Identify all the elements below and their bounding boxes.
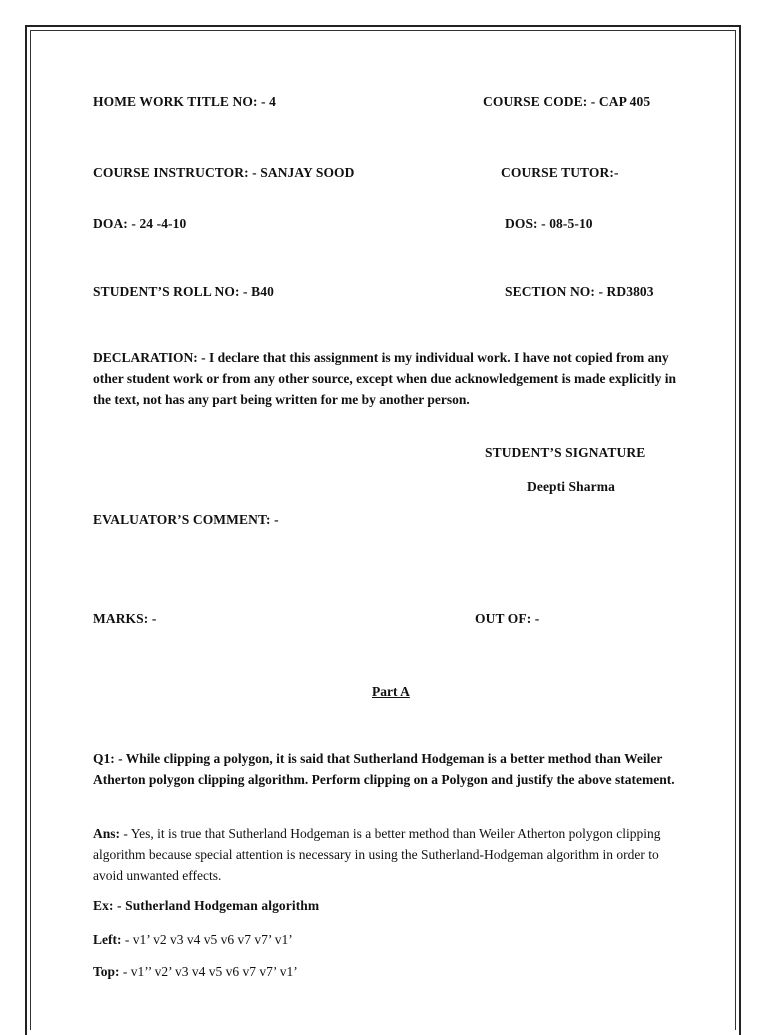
left-label: Left: [93,932,122,947]
course-tutor: COURSE TUTOR:- [501,165,619,180]
left-clip-line [93,932,293,948]
top-label: Top: [93,964,120,979]
course-instructor: COURSE INSTRUCTOR: - SANJAY SOOD [93,165,355,180]
date-of-assignment: DOA: - 24 -4-10 [93,216,187,231]
declaration: DECLARATION: - I declare that this assignment is my individual work. I have not copied from any other student work or from any other source, except when due acknowledgement is made explicitly in the text, not has any part being written for me by another person. [93,350,676,407]
signature-name: Deepti Sharma [527,479,615,494]
question-1: Q1: - While clipping a polygon, it is said that Sutherland Hodgeman is a better method than Weiler Atherton polygon clipping algorithm. Perform clipping on a Polygon and justify the above statement. [93,751,675,787]
answer-1 [93,823,683,886]
example-heading: Ex: - Sutherland Hodgeman algorithm [93,898,320,913]
course-code: COURSE CODE: - CAP 405 [483,94,651,109]
date-of-submission: DOS: - 08-5-10 [505,216,593,231]
answer-label: Ans: [93,826,121,841]
evaluator-comment: EVALUATOR’S COMMENT: - [93,512,279,527]
roll-number: STUDENT’S ROLL NO: - B40 [93,284,274,299]
left-text: - v1’ v2 v3 v4 v5 v6 v7 v7’ v1’ [121,932,293,947]
signature-label: STUDENT’S SIGNATURE [485,445,646,460]
homework-title: HOME WORK TITLE NO: - 4 [93,94,276,109]
top-text: - v1’’ v2’ v3 v4 v5 v6 v7 v7’ v1’ [119,964,298,979]
out-of: OUT OF: - [475,611,540,626]
answer-text: - Yes, it is true that Sutherland Hodgeman is a better method than Weiler Atherton polygon clipping algorithm because special attention is necessary in using the Sutherland-Hodgeman algorithm in order to avoid unwanted effects. [93,826,661,883]
top-clip-line [93,964,298,980]
marks: MARKS: - [93,611,157,626]
section-number: SECTION NO: - RD3803 [505,284,654,299]
part-title: Part A [372,684,410,699]
